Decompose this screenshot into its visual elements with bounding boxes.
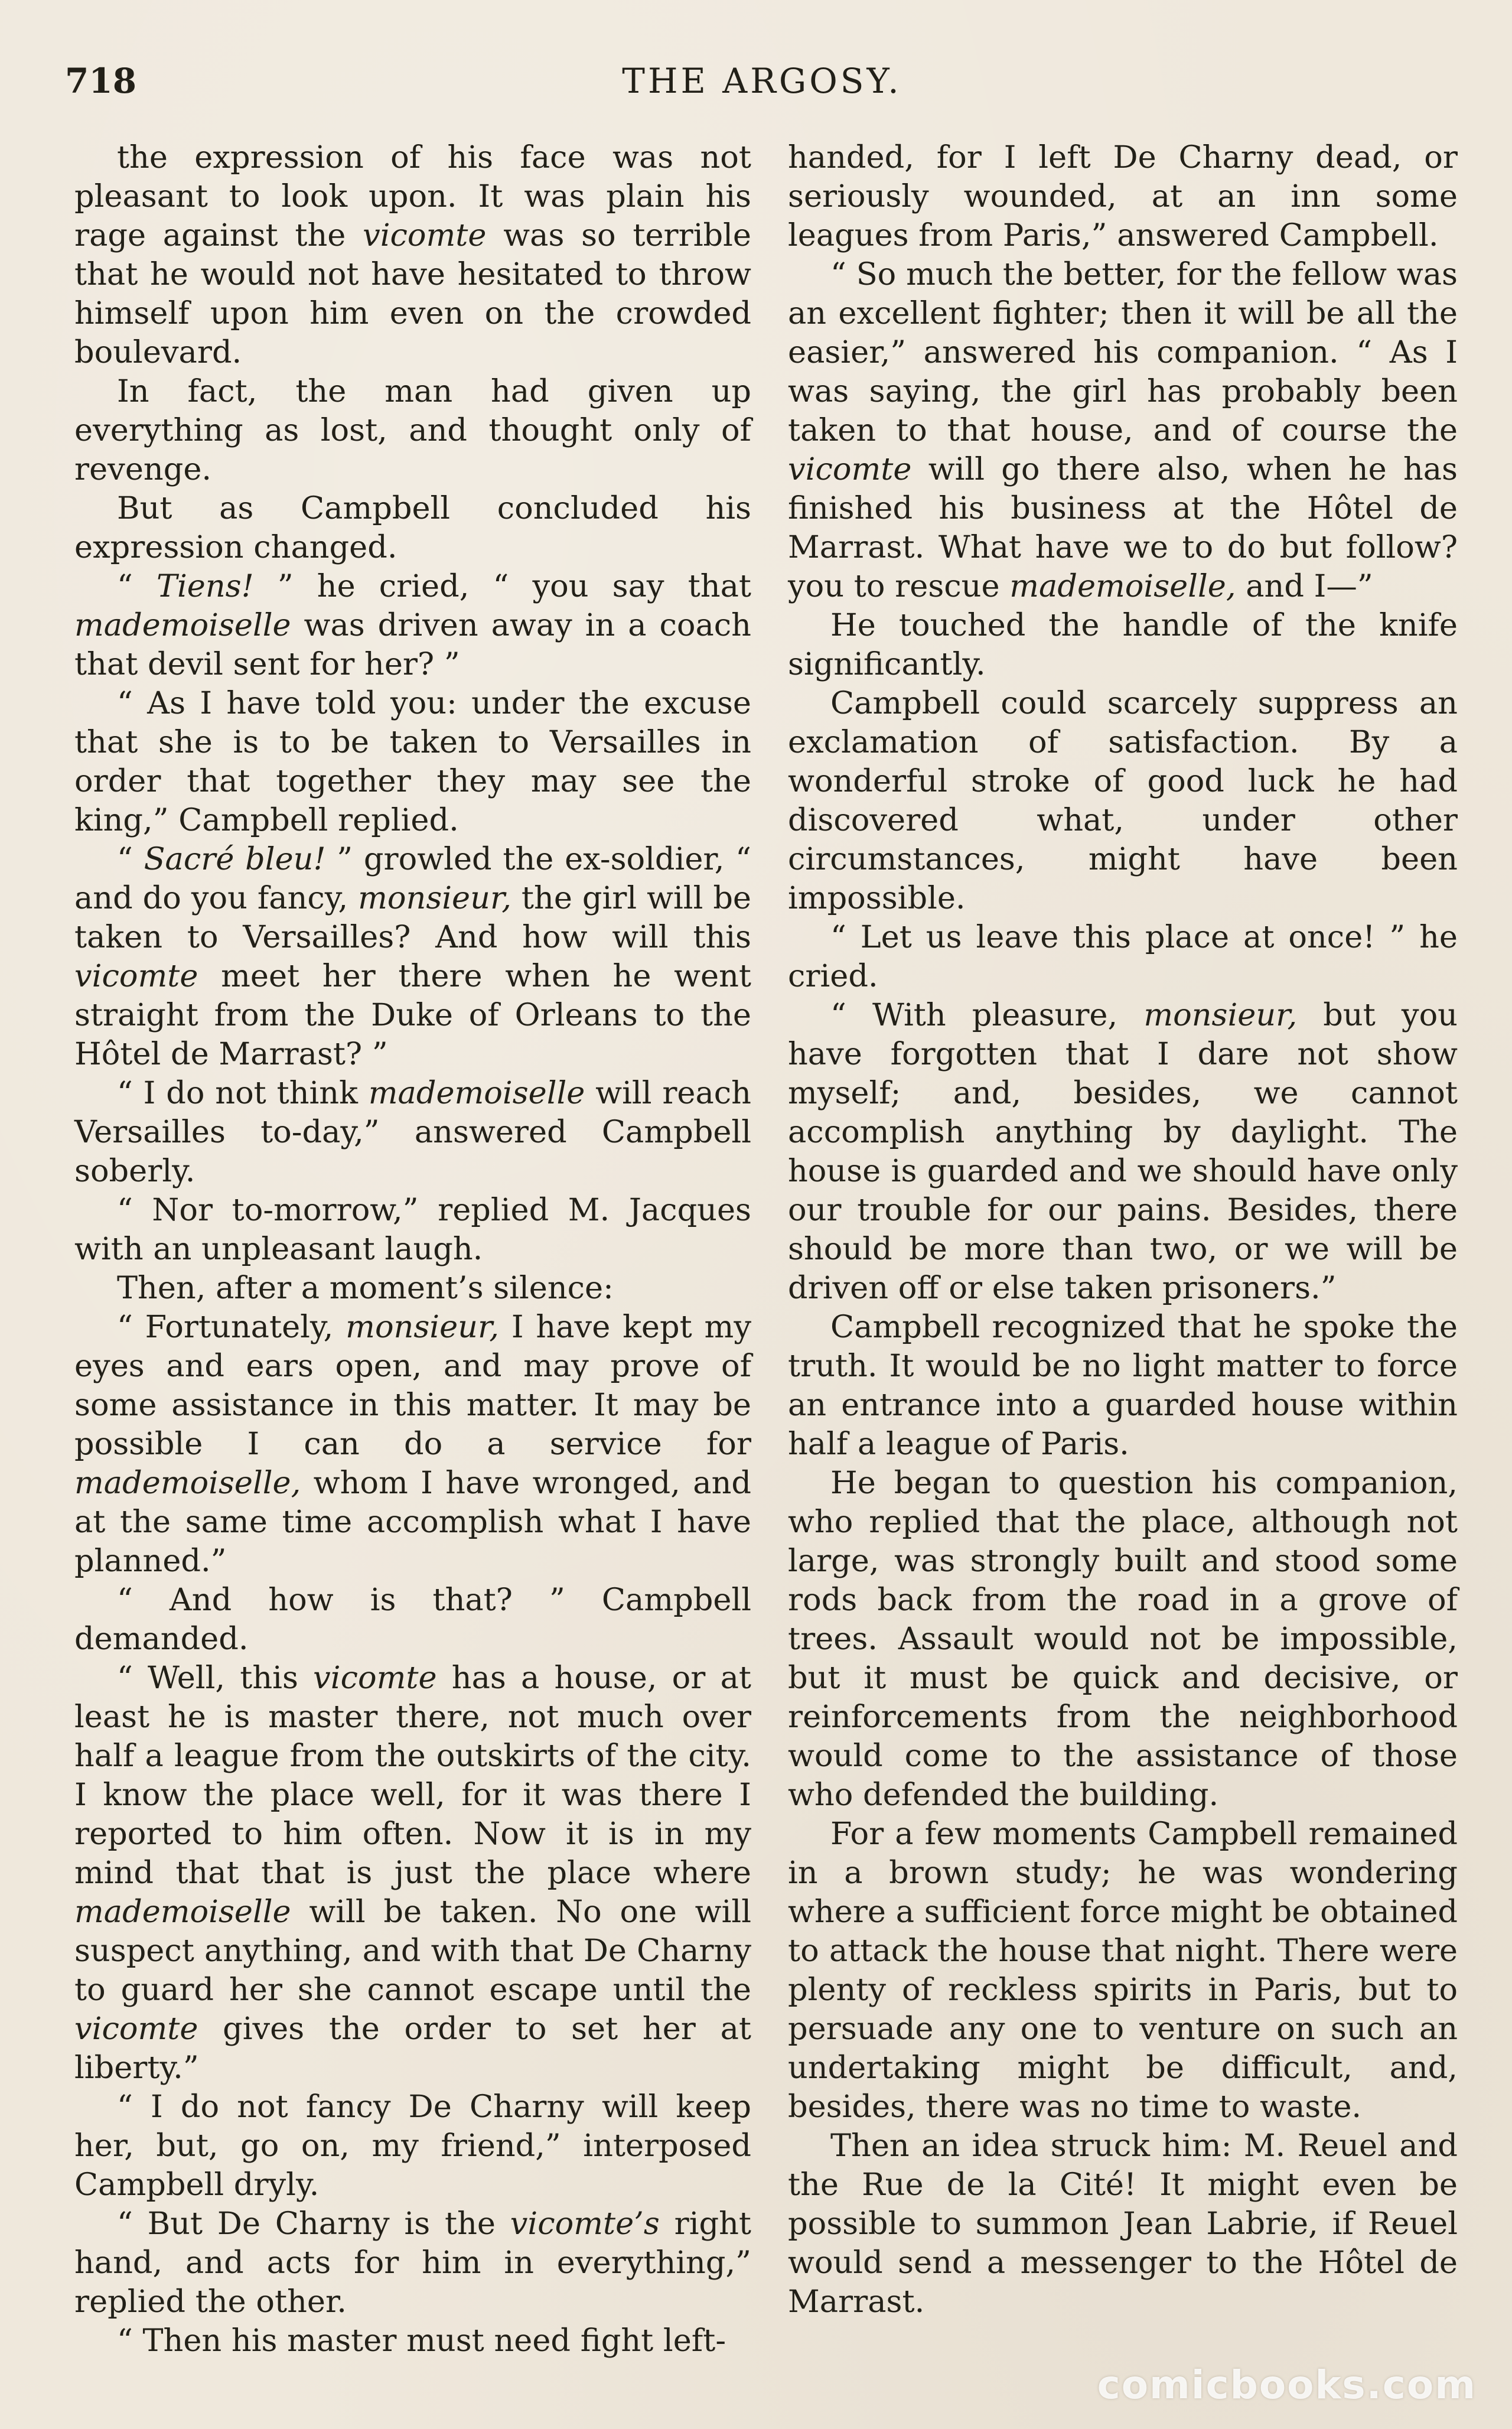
text-run: Campbell recognized that he spoke the truth. It would be no light matter to force an entrance into a guarded house within half a league of Paris. — [788, 1309, 1458, 1462]
paragraph — [74, 2205, 751, 2321]
paragraph — [788, 1464, 1458, 1815]
page-number: 718 — [65, 61, 137, 101]
page-header — [65, 54, 1459, 108]
paragraph — [788, 1308, 1458, 1464]
text-run: has a house, or at least he is master there, not much over half a league from the outskirts of the city. I know the place well, for it was there I reported to him often. Now it is in my mind that that is just the place where — [74, 1660, 751, 1891]
text-run: I have kept my eyes and ears open, and may prove of some assistance in this matter. It may be possible I can do a service for — [74, 1309, 751, 1462]
text-run: “ I do not fancy De Charny will keep her, but, go on, my friend,” interposed Campbell dryly. — [74, 2089, 751, 2203]
paragraph — [788, 1815, 1458, 2127]
italic-text: vicomte — [788, 451, 912, 487]
text-run: “ Fortunately, — [117, 1309, 346, 1345]
text-run: ” he cried, “ you say that — [253, 568, 752, 604]
italic-text: vicomte — [313, 1660, 437, 1696]
text-run: “ Nor to-morrow,” replied M. Jacques with an unpleasant laugh. — [74, 1192, 751, 1267]
text-run: “ And how is that? ” Campbell demanded. — [74, 1582, 751, 1657]
text-run: but you have forgotten that I dare not show myself; and, besides, we cannot accomplish anything by daylight. The house is guarded and we should have only our trouble for our pains. Besides, there should be more than two, or we will be driven off or else taken prisoners.” — [788, 997, 1458, 1306]
paragraph — [788, 138, 1458, 255]
paragraph — [788, 996, 1458, 1308]
paragraph — [74, 684, 751, 840]
text-run: “ I do not think — [117, 1075, 369, 1111]
paragraph — [788, 606, 1458, 684]
text-run: In fact, the man had given up everything as lost, and thought only of revenge. — [74, 373, 751, 487]
text-run: will be taken. No one will suspect anything, and with that De Charny to guard her she cannot escape until the — [74, 1894, 751, 2008]
italic-text: Tiens! — [156, 568, 254, 604]
italic-text: vicomte — [363, 217, 487, 253]
paragraph — [74, 1074, 751, 1191]
text-run: handed, for I left De Charny dead, or seriously wounded, at an inn some leagues from Paris,” answered Campbell. — [788, 139, 1458, 253]
text-run: the expression of his face was not pleasant to look upon. It was plain his rage against the — [74, 139, 751, 253]
italic-text: mademoiselle — [74, 1894, 291, 1930]
paragraph — [74, 1191, 751, 1269]
watermark: comicbooks.com — [1097, 2362, 1477, 2408]
paragraph — [788, 2127, 1458, 2321]
text-run: Then, after a moment’s silence: — [117, 1270, 614, 1306]
paragraph — [788, 918, 1458, 996]
text-run: and I—” — [1236, 568, 1373, 604]
text-run: ” growled the ex-soldier, “ and do you fancy, — [74, 841, 751, 916]
text-run: Campbell could scarcely suppress an exclamation of satisfaction. By a wonderful stroke of good luck he had discovered what, under other circumstances, might have been impossible. — [788, 685, 1458, 916]
text-run: was driven away in a coach that devil sent for her? ” — [74, 607, 751, 682]
italic-text: vicomte — [74, 958, 198, 994]
paragraph — [74, 489, 751, 567]
text-run: “ Let us leave this place at once! ” he cried. — [788, 919, 1458, 994]
italic-text: Sacré bleu! — [144, 841, 326, 877]
text-run: “ Well, this — [117, 1660, 314, 1696]
paragraph — [74, 1308, 751, 1581]
text-run: whom I have wronged, and at the same time accomplish what I have planned.” — [74, 1465, 751, 1579]
text-run: “ Then his master must need fight left- — [117, 2323, 726, 2359]
paragraph — [74, 138, 751, 372]
text-run: the girl will be taken to Versailles? And how will this — [74, 880, 751, 955]
italic-text: vicomte — [74, 2011, 198, 2047]
paragraph — [74, 840, 751, 1074]
text-run: “ With pleasure, — [830, 997, 1144, 1033]
italic-text: mademoiselle — [74, 607, 291, 643]
paragraph — [74, 1269, 751, 1308]
text-run: will reach Versailles to-day,” answered Campbell soberly. — [74, 1075, 751, 1189]
text-run: For a few moments Campbell remained in a brown study; he was wondering where a sufficient force might be obtained to attack the house that night. There were plenty of reckless spirits in Paris, but to persuade any one to venture on such an undertaking might be difficult, and, besides, there was no time to waste. — [788, 1816, 1458, 2125]
italic-text: monsieur, — [358, 880, 511, 916]
text-run: will go there also, when he has finished his business at the Hôtel de Marrast. What have we to do but follow? you to rescue — [788, 451, 1458, 604]
text-run: meet her there when he went straight from the Duke of Orleans to the Hôtel de Marrast? ” — [74, 958, 751, 1072]
text-run: “ But De Charny is the — [117, 2206, 510, 2242]
text-column-right — [788, 138, 1458, 2321]
italic-text: mademoiselle — [368, 1075, 585, 1111]
text-run: “ — [117, 841, 144, 877]
italic-text: monsieur, — [1143, 997, 1298, 1033]
paragraph — [74, 1659, 751, 2088]
text-run: But as Campbell concluded his expression changed. — [74, 490, 751, 565]
text-run: He began to question his companion, who replied that the place, although not large, was strongly built and stood some rods back from the road in a grove of trees. Assault would not be impossible, but it must be quick and decisive, or reinforcements from the neighborhood would come to the assistance of those who defended the building. — [788, 1465, 1458, 1813]
paragraph — [74, 2321, 751, 2360]
italic-text: mademoiselle, — [1009, 568, 1236, 604]
paragraph — [74, 567, 751, 684]
text-run: right hand, and acts for him in everything,” replied the other. — [74, 2206, 752, 2320]
text-run: gives the order to set her at liberty.” — [74, 2011, 751, 2086]
paragraph — [74, 372, 751, 489]
italic-text: mademoiselle, — [74, 1465, 301, 1501]
paragraph — [74, 1581, 751, 1659]
italic-text: vicomte’s — [510, 2206, 660, 2242]
text-run: was so terrible that he would not have hesitated to throw himself upon him even on the crowded boulevard. — [74, 217, 751, 370]
paragraph — [74, 2088, 751, 2205]
italic-text: monsieur, — [346, 1309, 499, 1345]
text-run: “ So much the better, for the fellow was an excellent fighter; then it will be all the easier,” answered his companion. “ As I was saying, the girl has probably been taken to that house, and of course the — [788, 256, 1458, 448]
text-run: “ — [117, 568, 157, 604]
text-run: “ As I have told you: under the excuse that she is to be taken to Versailles in order that together they may see the king,” Campbell replied. — [74, 685, 751, 838]
paragraph — [788, 255, 1458, 606]
text-run: He touched the handle of the knife significantly. — [788, 607, 1458, 682]
paragraph — [788, 684, 1458, 918]
running-head: THE ARGOSY. — [622, 61, 902, 101]
text-column-left — [74, 138, 751, 2360]
text-run: Then an idea struck him: M. Reuel and the Rue de la Cité! It might even be possible to summon Jean Labrie, if Reuel would send a messenger to the Hôtel de Marrast. — [788, 2128, 1458, 2320]
